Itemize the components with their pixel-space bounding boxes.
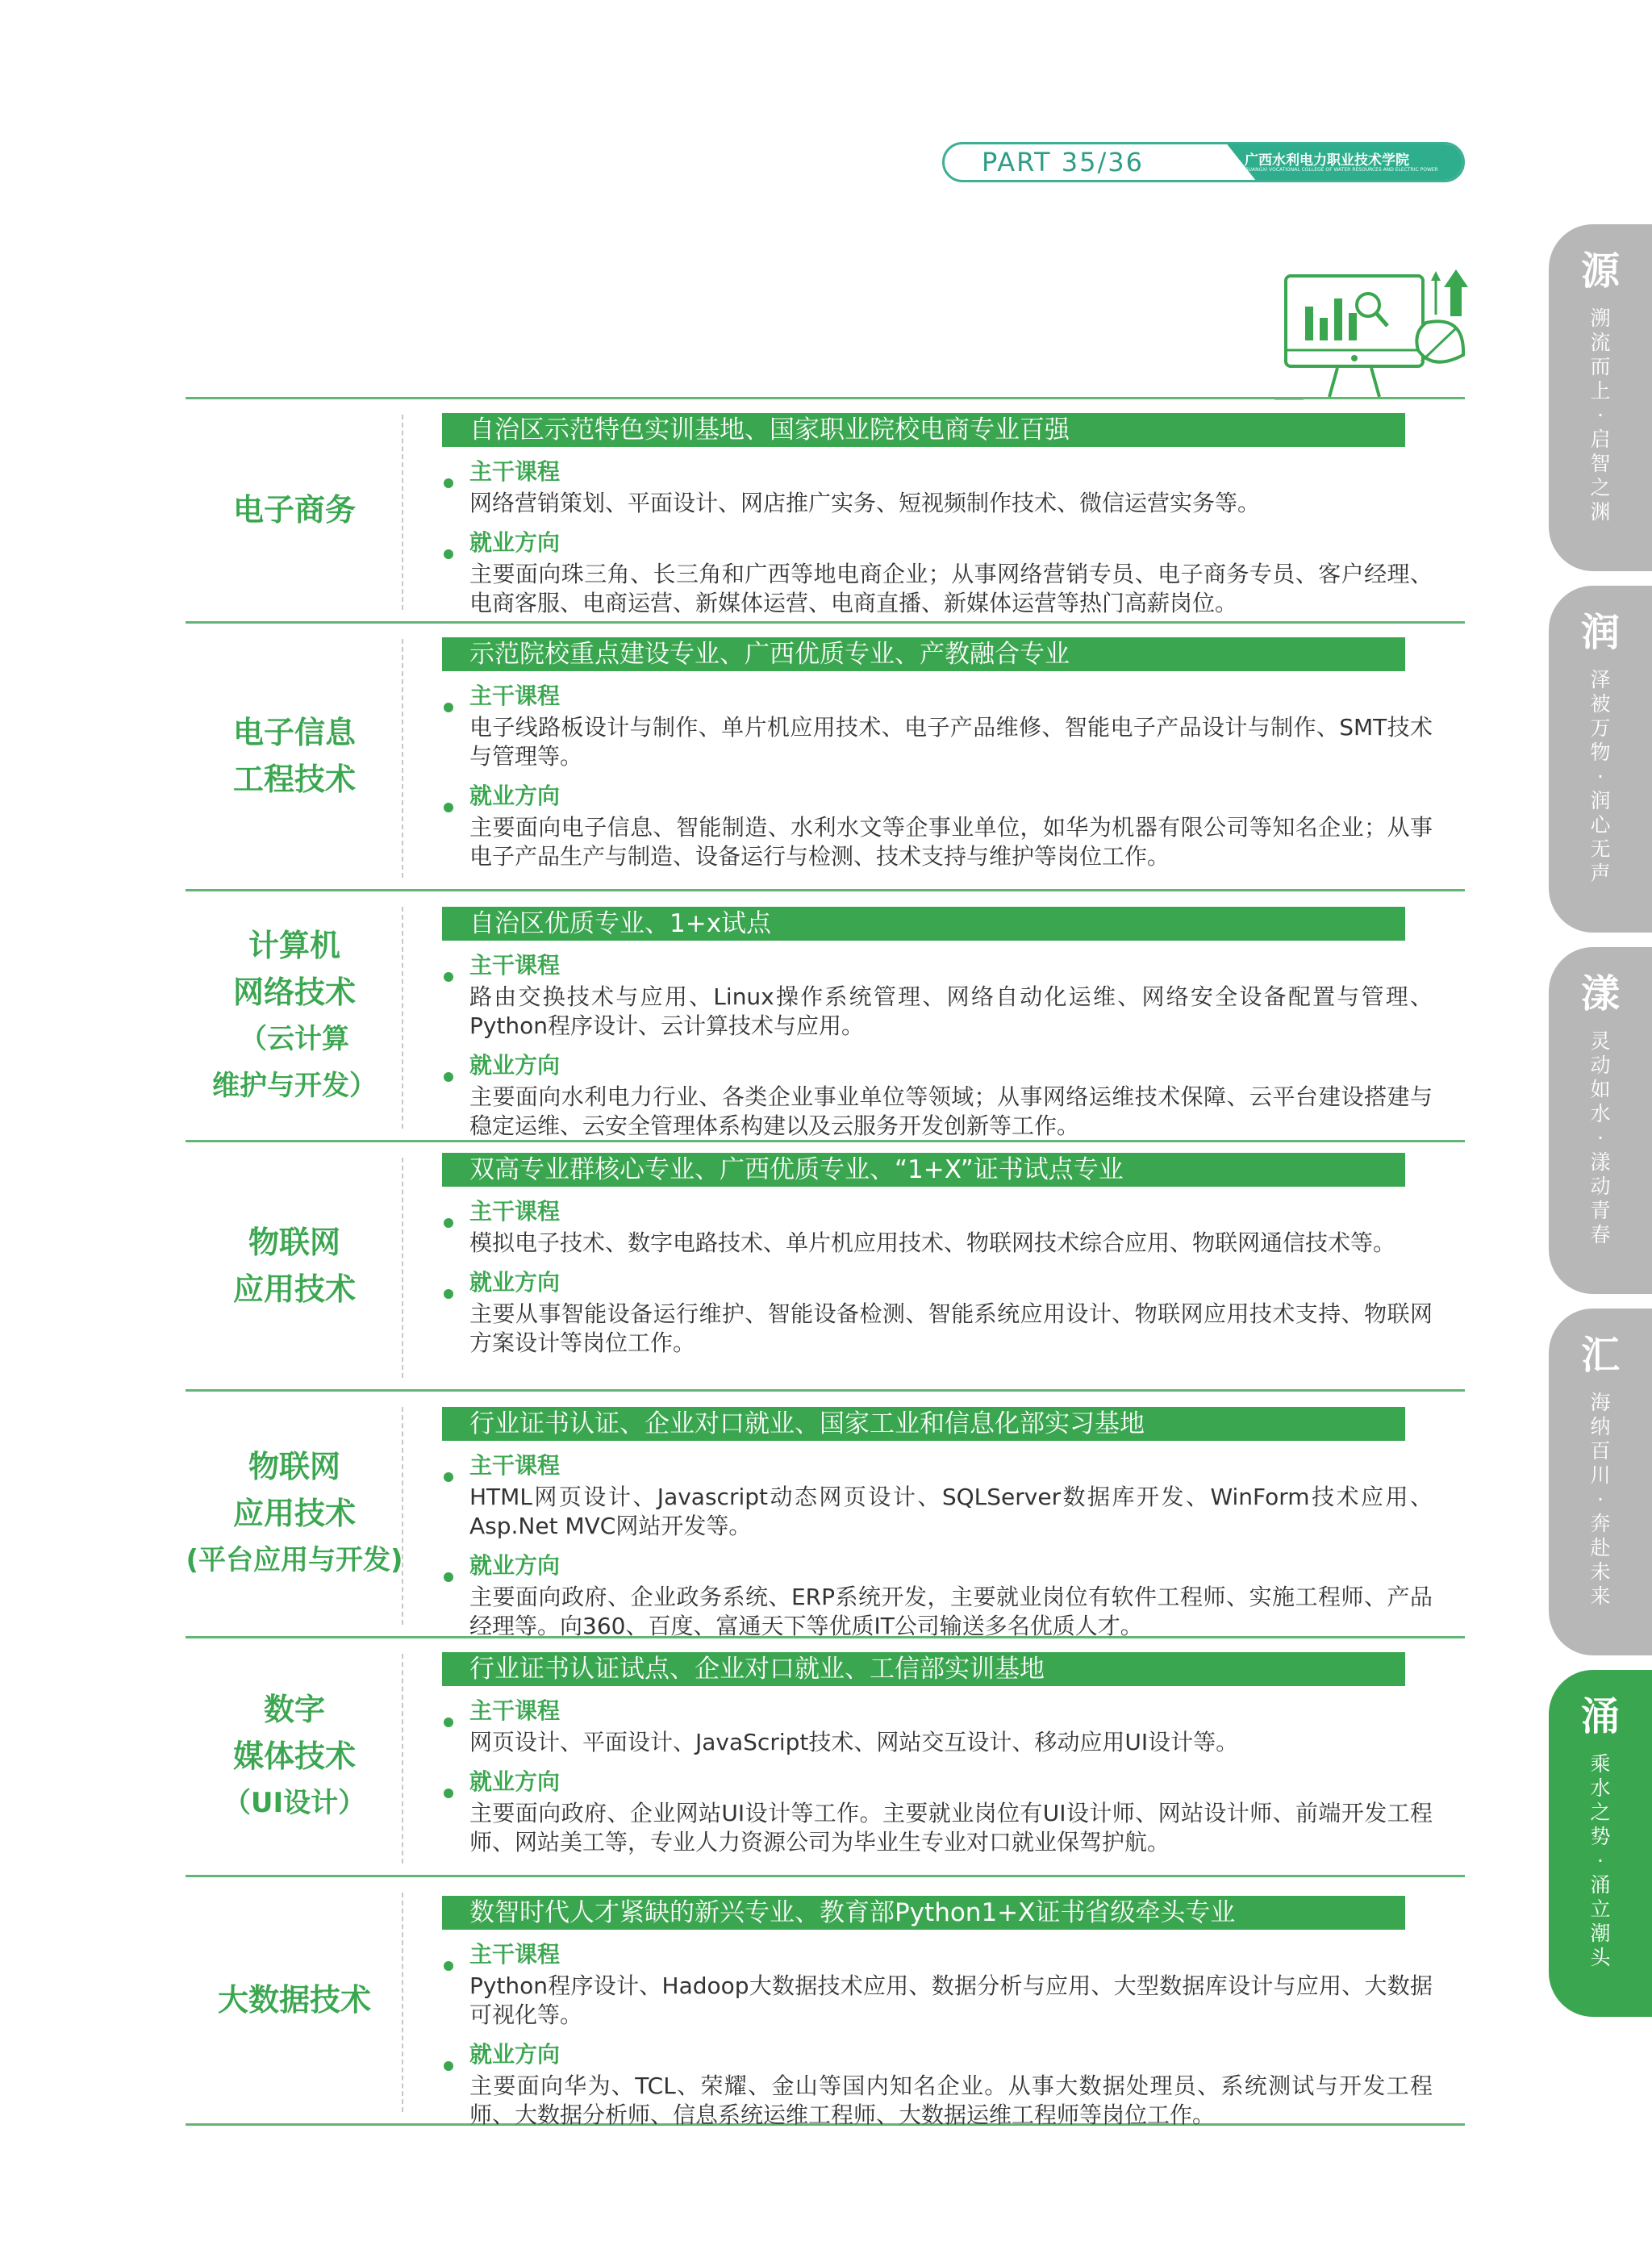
career-label: 就业方向 bbox=[469, 1768, 561, 1795]
major-title bbox=[186, 1142, 403, 1389]
major-title-line: 网络技术 bbox=[232, 974, 356, 1010]
highlight-bar: 数智时代人才紧缺的新兴专业、教育部Python1+X证书省级牵头专业 bbox=[442, 1896, 1405, 1930]
major-title bbox=[186, 623, 403, 889]
major-content bbox=[442, 907, 1457, 1141]
major-content bbox=[442, 1407, 1457, 1641]
major-title-line: 应用技术 bbox=[232, 1271, 356, 1307]
side-tab-char: 涌 bbox=[1580, 1694, 1620, 1739]
career-text: 主要面向水利电力行业、各类企业事业单位等领域；从事网络运维技术保障、云平台建设搭建与稳定运维、云安全管理体系构建以及云服务开发创新等工作。 bbox=[469, 1083, 1433, 1139]
career-text: 主要面向政府、企业政务系统、ERP系统开发，主要就业岗位有软件工程师、实施工程师、产品经理等。向360、百度、富通天下等优质IT公司输送多名优质人才。 bbox=[469, 1584, 1433, 1639]
courses-label: 主干课程 bbox=[469, 1941, 561, 1968]
major-subtitle-line: 维护与开发） bbox=[212, 1069, 377, 1102]
bullet-dot bbox=[444, 1789, 453, 1798]
bullet-dot bbox=[444, 703, 453, 712]
bullet-dot bbox=[444, 1718, 453, 1727]
side-tab-caption: 乘水之势·涌立潮头 bbox=[1590, 1752, 1611, 1969]
highlight-bar: 双高专业群核心专业、广西优质专业、“1+X”证书试点专业 bbox=[442, 1153, 1405, 1187]
bullet-dot bbox=[444, 549, 453, 559]
dashed-divider bbox=[402, 1407, 403, 1625]
side-tab-caption: 泽被万物·润心无声 bbox=[1590, 668, 1611, 885]
side-tab-caption: 灵动如水·漾动青春 bbox=[1590, 1029, 1611, 1246]
dashed-divider bbox=[402, 907, 403, 1129]
bullet-dot bbox=[444, 2061, 453, 2071]
highlight-bar: 自治区示范特色实训基地、国家职业院校电商专业百强 bbox=[442, 413, 1405, 447]
side-tab-char: 润 bbox=[1580, 610, 1620, 655]
courses-section bbox=[442, 681, 1457, 771]
highlight-bar: 自治区优质专业、1+x试点 bbox=[442, 907, 1405, 941]
courses-text: 模拟电子技术、数字电路技术、单片机应用技术、物联网技术综合应用、物联网通信技术等。 bbox=[469, 1229, 1396, 1256]
major-title bbox=[186, 1876, 403, 2123]
bullet-dot bbox=[444, 1218, 453, 1228]
bullet-dot bbox=[444, 1472, 453, 1482]
major-content bbox=[442, 1652, 1457, 1857]
major-row-computer-network bbox=[186, 891, 1465, 1140]
courses-label: 主干课程 bbox=[469, 1452, 561, 1479]
career-section bbox=[442, 2039, 1457, 2130]
career-section bbox=[442, 1767, 1457, 1857]
side-tab-yuan[interactable] bbox=[1549, 224, 1652, 571]
major-title-line: 计算机 bbox=[248, 927, 340, 963]
career-label: 就业方向 bbox=[469, 1052, 561, 1079]
courses-label: 主干课程 bbox=[469, 458, 561, 485]
bullet-dot bbox=[444, 972, 453, 982]
side-tab-yong-active[interactable] bbox=[1549, 1670, 1652, 2017]
career-section bbox=[442, 1050, 1457, 1141]
major-title bbox=[186, 399, 403, 621]
career-section bbox=[442, 1267, 1457, 1358]
school-logo-icon bbox=[1214, 151, 1237, 173]
major-row-ecommerce bbox=[186, 399, 1465, 621]
career-text: 主要面向电子信息、智能制造、水利水文等企事业单位，如华为机器有限公司等知名企业；从事电子产品生产与制造、设备运行与检测、技术支持与维护等岗位工作。 bbox=[469, 814, 1433, 870]
major-content bbox=[442, 637, 1457, 871]
career-label: 就业方向 bbox=[469, 1269, 561, 1296]
career-section bbox=[442, 1551, 1457, 1641]
major-title-line: 媒体技术 bbox=[232, 1739, 356, 1774]
career-text: 主要面向华为、TCL、荣耀、金山等国内知名企业。从事大数据处理员、系统测试与开发工程师、大数据分析师、信息系统运维工程师、大数据运维工程师等岗位工作。 bbox=[469, 2072, 1433, 2128]
highlight-bar: 行业证书认证、企业对口就业、国家工业和信息化部实习基地 bbox=[442, 1407, 1405, 1441]
courses-text: 网络营销策划、平面设计、网店推广实务、短视频制作技术、微信运营实务等。 bbox=[469, 490, 1261, 516]
courses-section bbox=[442, 1696, 1457, 1757]
major-subtitle-line: （云计算 bbox=[240, 1022, 349, 1055]
side-tab-hui[interactable] bbox=[1549, 1309, 1652, 1655]
courses-label: 主干课程 bbox=[469, 1697, 561, 1724]
side-tab-char: 源 bbox=[1580, 248, 1620, 294]
side-tab-caption: 海纳百川·奔赴未来 bbox=[1590, 1391, 1611, 1608]
career-label: 就业方向 bbox=[469, 2041, 561, 2068]
bullet-dot bbox=[444, 1961, 453, 1971]
dashed-divider bbox=[402, 639, 403, 878]
major-row-iot bbox=[186, 1142, 1465, 1389]
major-content bbox=[442, 1896, 1457, 2130]
career-text: 主要面向政府、企业网站UI设计等工作。主要就业岗位有UI设计师、网站设计师、前端开发工程师、网站美工等，专业人力资源公司为毕业生专业对口就业保驾护航。 bbox=[469, 1800, 1433, 1855]
side-tab-run[interactable] bbox=[1549, 586, 1652, 933]
courses-label: 主干课程 bbox=[469, 1198, 561, 1225]
courses-section bbox=[442, 1450, 1457, 1541]
major-title-line: 物联网 bbox=[248, 1449, 340, 1484]
major-title-line: 电子商务 bbox=[232, 492, 356, 528]
courses-section bbox=[442, 950, 1457, 1041]
bullet-dot bbox=[444, 1289, 453, 1299]
bullet-dot bbox=[444, 478, 453, 488]
courses-section bbox=[442, 1196, 1457, 1258]
major-content bbox=[442, 1153, 1457, 1358]
courses-text: 网页设计、平面设计、JavaScript技术、网站交互设计、移动应用UI设计等。 bbox=[469, 1729, 1239, 1755]
major-title bbox=[186, 1638, 403, 1875]
major-content bbox=[442, 413, 1457, 618]
major-title-line: 电子信息 bbox=[232, 715, 356, 750]
dashed-divider bbox=[402, 1654, 403, 1864]
bullet-dot bbox=[444, 1072, 453, 1082]
courses-text: HTML网页设计、Javascript动态网页设计、SQLServer数据库开发、WinForm技术应用、Asp.Net MVC网站开发等。 bbox=[469, 1484, 1433, 1539]
career-text: 主要从事智能设备运行维护、智能设备检测、智能系统应用设计、物联网应用技术支持、物联网方案设计等岗位工作。 bbox=[469, 1300, 1433, 1356]
career-label: 就业方向 bbox=[469, 783, 561, 809]
major-row-big-data bbox=[186, 1876, 1465, 2128]
career-label: 就业方向 bbox=[469, 529, 561, 556]
major-title bbox=[186, 1391, 403, 1636]
major-title-line: 物联网 bbox=[248, 1224, 340, 1260]
part-number: PART 35/36 bbox=[982, 147, 1144, 177]
courses-section bbox=[442, 1939, 1457, 2030]
courses-label: 主干课程 bbox=[469, 682, 561, 709]
major-row-electronic-info bbox=[186, 623, 1465, 889]
school-name-en: GUANGXI VOCATIONAL COLLEGE OF WATER RESOURCES AND ELECTRIC POWER bbox=[1245, 167, 1438, 173]
side-tab-yang[interactable] bbox=[1549, 947, 1652, 1294]
career-section bbox=[442, 528, 1457, 618]
bullet-dot bbox=[444, 803, 453, 812]
major-row-digital-media bbox=[186, 1638, 1465, 1875]
courses-label: 主干课程 bbox=[469, 952, 561, 979]
major-subtitle-line: (平台应用与开发) bbox=[186, 1544, 403, 1576]
courses-text: 路由交换技术与应用、Linux操作系统管理、网络自动化运维、网络安全设备配置与管理、Python程序设计、云计算技术与应用。 bbox=[469, 983, 1433, 1039]
school-name: 广西水利电力职业技术学院 bbox=[1245, 152, 1409, 169]
side-tab-char: 漾 bbox=[1580, 971, 1620, 1016]
major-title bbox=[186, 891, 403, 1140]
major-subtitle-line: （UI设计） bbox=[223, 1787, 366, 1819]
side-tab-caption: 溯流而上·启智之渊 bbox=[1590, 307, 1611, 524]
dashed-divider bbox=[402, 415, 403, 610]
career-section bbox=[442, 781, 1457, 871]
major-row-iot-platform bbox=[186, 1391, 1465, 1639]
highlight-bar: 示范院校重点建设专业、广西优质专业、产教融合专业 bbox=[442, 637, 1405, 671]
courses-section bbox=[442, 457, 1457, 518]
monitor-chart-leaf-icon bbox=[1274, 266, 1476, 403]
dashed-divider bbox=[402, 1158, 403, 1378]
major-title-line: 工程技术 bbox=[232, 762, 356, 797]
page-header bbox=[942, 142, 1465, 182]
major-title-line: 大数据技术 bbox=[217, 1982, 371, 2018]
major-title-line: 应用技术 bbox=[232, 1496, 356, 1531]
major-title-line: 数字 bbox=[263, 1692, 325, 1727]
bullet-dot bbox=[444, 1572, 453, 1582]
career-text: 主要面向珠三角、长三角和广西等地电商企业；从事网络营销专员、电子商务专员、客户经理、电商客服、电商运营、新媒体运营、电商直播、新媒体运营等热门高薪岗位。 bbox=[469, 561, 1433, 616]
career-label: 就业方向 bbox=[469, 1552, 561, 1579]
dashed-divider bbox=[402, 1893, 403, 2112]
courses-text: 电子线路板设计与制作、单片机应用技术、电子产品维修、智能电子产品设计与制作、SMT技术与管理等。 bbox=[469, 714, 1433, 770]
highlight-bar: 行业证书认证试点、企业对口就业、工信部实训基地 bbox=[442, 1652, 1405, 1686]
side-tab-char: 汇 bbox=[1580, 1333, 1620, 1378]
courses-text: Python程序设计、Hadoop大数据技术应用、数据分析与应用、大型数据库设计与应用、大数据可视化等。 bbox=[469, 1972, 1433, 2028]
